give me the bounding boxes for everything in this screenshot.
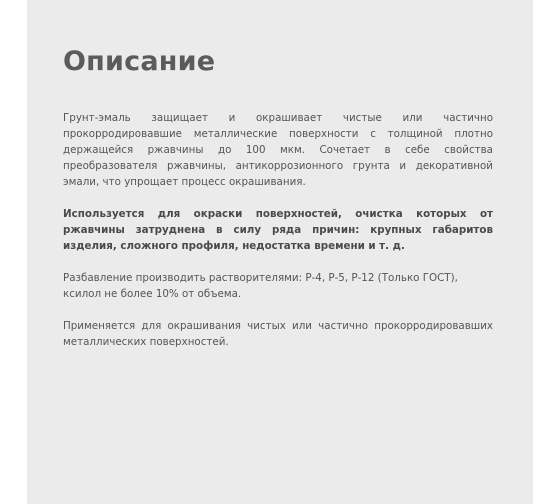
description-paragraph-usage: Используется для окраски поверхностей, очистка которых от ржавчины затруднена в силу ряда причин: крупных габаритов изделия, сложного профиля, недостатка времени и т. д. — [63, 208, 493, 252]
section-title: Описание — [63, 46, 216, 77]
description-paragraph-dilution: Разбавление производить растворителями: Р-4, Р-5, Р-12 (Только ГОСТ), ксилол не более 10% от объема. — [63, 272, 458, 300]
description-body — [63, 110, 493, 366]
description-paragraph-intro: Грунт-эмаль защищает и окрашивает чистые или частично прокорродировавшие металлические поверхности с толщиной плотно держащейся ржавчины до 100 мкм. Сочетает в себе свойства преобразователя ржавчины, антикоррозионного грунта и декоративной эмали, что упрощает процесс окрашивания. — [63, 112, 493, 188]
description-paragraph-application: Применяется для окрашивания чистых или частично прокорродировавших металлических поверхностей. — [63, 320, 493, 348]
